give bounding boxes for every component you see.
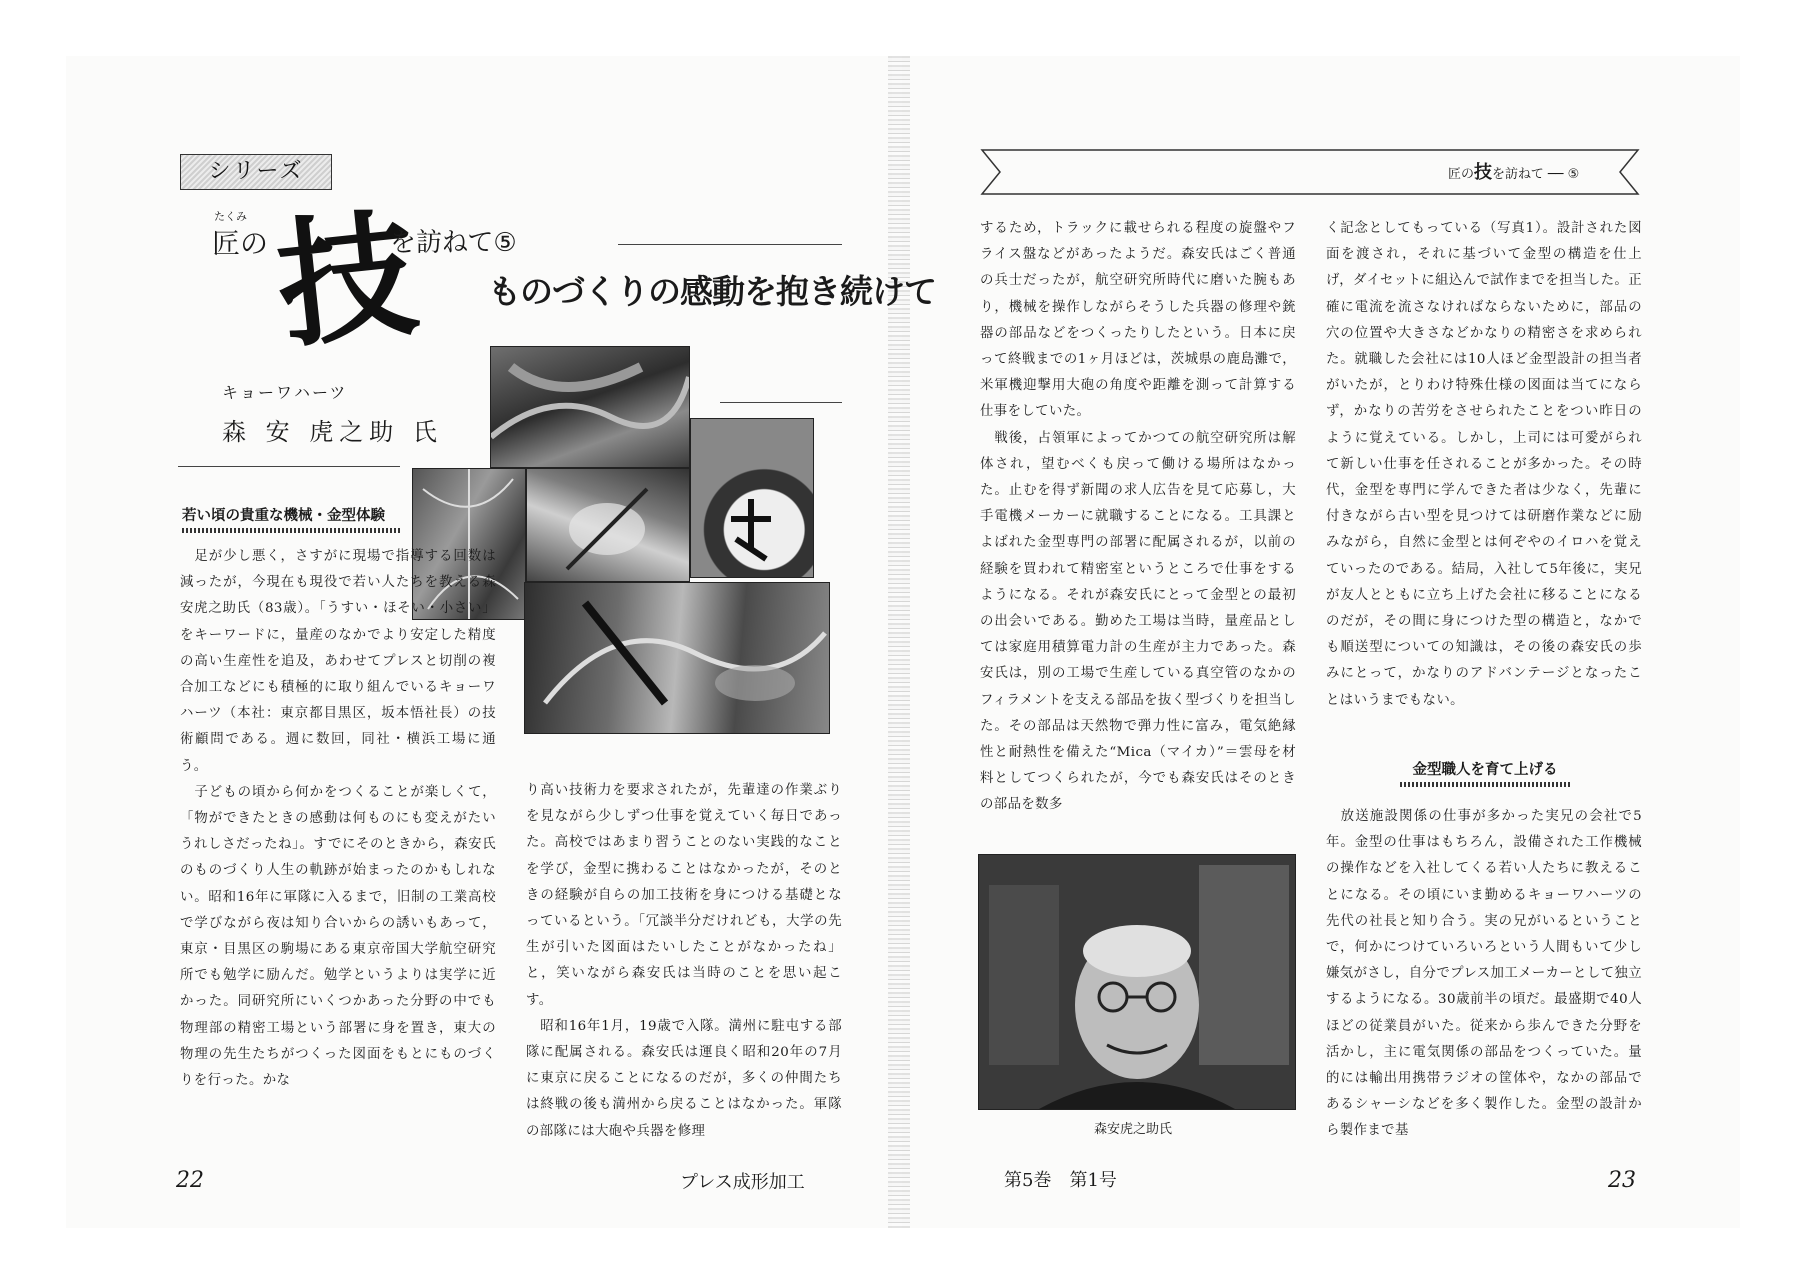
banner-character: 技 [1474, 162, 1493, 183]
title-part-2: を訪ねて⑤ [390, 228, 517, 258]
section-heading-training [1400, 758, 1570, 787]
article-column-1: 足が少し悪く，さすがに現場で指導する回数は減ったが，今現在も現役で若い人たちを教える森安虎之助氏（83歳）。「うすい・ほそい・小さい」をキーワードに，量産のなかでより安定した精度の高い生産性を追及，あわせてプレスと切削の複合加工などにも積極的に取り組んでいるキョーワハーツ（本社：東京都目黒区，坂本悟社長）の技術顧問である。週に数回，同社・横浜工場に通う。 子どもの頃から何かをつくることが楽しくて，「物ができたときの感動は何ものにも変えがたいうれしさだったね」。すでにそのときから，森安氏のものづくり人生の軌跡が始まったのかもしれない。昭和16年に軍隊に入るまで，旧制の工業高校で学びながら夜は知り合いからの誘いもあって，東京・目黒区の駒場にある東京帝国大学航空研究所でも勉学に励んだ。勉学というよりは実学に近かった。同研究所にいくつかあった分野の中でも物理部の精密工場という部署に身を置き，東大の物理の先生たちがつくった図面をもとにものづくりを行った。かな [180, 549, 496, 1089]
article-column-3: するため，トラックに載せられる程度の旋盤やフライス盤などがあったようだ。森安氏はごく普通の兵士だったが，航空研究所時代に磨いた腕もあり，機械を操作しながらそうした兵器の修理や銃器の部品などをつくったりしたという。日本に戻って終戦までの1ヶ月ほどは，茨城県の鹿島灘で，米軍機迎撃用大砲の角度や距離を測って計算する仕事をしていた。 戦後，占領軍によってかつての航空研究所は解体され，望むべくも戻って働ける場所はなかった。止むを得ず新聞の求人広告を見て応募し，大手電機メーカーに就職することになる。工具課とよばれた金型専門の部署に配属されるが，以前の経験を買われて精密室というところで仕事をするようになる。それが森安氏にとって金型との最初の出会いである。勤めた工場は当時，量産品としては家庭用積算電力計の生産が主力であった。森安氏は，別の工場で生産している真空管のなかのフィラメントを支える部品を抜く型づくりを担当した。その部品は天然物で弾力性に富み，電気絶縁性と耐熱性を備えた“Mica（マイカ）”＝雲母を材料としてつくられたが，今でも森安氏はそのときの部品を数多 [980, 221, 1296, 813]
collage-photo-lettered-disc [690, 418, 814, 578]
photo-side-rule [720, 402, 842, 403]
footer-journal-title: プレス成形加工 [680, 1172, 805, 1193]
collage-photo-hands-tool [490, 346, 690, 468]
collage-photo-lettered-disc-art [691, 419, 813, 577]
company-name: キョーワハーツ [222, 383, 348, 402]
portrait-photo [978, 854, 1296, 1110]
section-heading-young-days [182, 504, 402, 533]
footer-volume-issue: 第5巻 第1号 [1004, 1170, 1117, 1191]
collage-photo-bottle-art [527, 469, 689, 581]
portrait-caption: 森安虎之助氏 [1094, 1122, 1173, 1137]
page-number-right: 23 [1608, 1168, 1636, 1193]
article-column-4a: く記念としてもっている（写真1）。設計された図面を渡され，それに基づいて金型の構造を仕上げ，ダイセットに組込んで試作までを担当した。正確に電流を流さなければならないために，部品の穴の位置や大きさなどかなりの精密さを求められた。就職した会社には10人ほど金型設計の担当者がいたが，とりわけ特殊仕様の図面は当てにならず，かなりの苦労をさせられたことをつい昨日のように覚えている。しかし，上司には可愛がられて新しい仕事を任されることが多かった。その時代，金型を専門に学んできた者は少なく，先輩に付きながら古い型を見つけては研磨作業などに励みながら，自然に金型とは何ぞやのイロハを覚えていったのである。結局，入社して5年後に，実兄が友人とともに立ち上げた会社に移ることになるのだが，その間に身につけた型の構造と，なかでも順送型についての知識は，その後の森安氏の歩みにとって，かなりのアドバンテージとなったことはいうまでもない。 [1326, 221, 1642, 708]
banner-prefix: 匠の [1448, 167, 1475, 182]
section-heading-training-text: 金型職人を育て上げる [1412, 762, 1558, 778]
collage-photo-workpiece [524, 582, 830, 734]
section-heading-underline-2 [1400, 782, 1570, 787]
banner-suffix: を訪ねて ── ⑤ [1492, 167, 1580, 182]
article-column-2: り高い技術力を要求されたが，先輩達の作業ぶりを見ながら少しずつ仕事を覚えていく毎日であった。高校ではあまり習うことのない実践的なことを学び，金型に携わることはなかったが，そのときの経験が自らの加工技術を身につける基礎となっているという。「冗談半分だけれども，大学の先生が引いた図面はたいしたことがなかったね」と，笑いながら森安氏は当時のことを思い起こす。 昭和16年1月，19歳で入隊。満州に駐屯する部隊に配属される。森安氏は運良く昭和20年の7月に東京に戻ることになるのだが，多くの仲間たちは終戦の後も満州から戻ることはなかった。軍隊の部隊には大砲や兵器を修理 [526, 783, 842, 1139]
person-name: 森 安 虎之助 氏 [222, 418, 443, 446]
title-ruby: たくみ [214, 210, 247, 223]
page-number-left: 22 [176, 1168, 204, 1193]
portrait-photo-art [979, 855, 1295, 1109]
book-gutter [888, 56, 910, 1228]
section-heading-underline [182, 528, 402, 533]
collage-photo-workpiece-art [525, 583, 829, 733]
title-rule [618, 244, 842, 245]
article-column-4b: 放送施設関係の仕事が多かった実兄の会社で5年。金型の仕事はもちろん，設備された工作機械の操作などを入社してくる若い人たちに教えることになる。その頃にいま勤めるキョーワハーツの先代の社長と知り合う。実の兄がいるということで，何かにつけていろいろという人間もいて少し嫌気がさし，自分でプレス加工メーカーとして独立するようになる。30歳前半の頃だ。最盛期で40人ほどの従業員がいた。従来から歩んできた分野を活かし，主に電気関係の部品をつくっていた。量的には輸出用携帯ラジオの筐体や，なかの部品であるシャーシなどを多く製作した。金型の設計から製作まで基 [1326, 809, 1642, 1139]
title-big-character: 技 [269, 191, 425, 368]
section-heading-young-days-text: 若い頃の貴重な機械・金型体験 [182, 508, 385, 524]
title-part-1: 匠の [212, 227, 269, 260]
series-badge: シリーズ [180, 154, 332, 190]
header-banner-title [1448, 158, 1579, 184]
byline-rule [178, 466, 400, 467]
article-subtitle: ものづくりの感動を抱き続けて [488, 272, 936, 311]
collage-photo-bottle [526, 468, 690, 582]
collage-photo-hands-tool-art [491, 347, 689, 467]
